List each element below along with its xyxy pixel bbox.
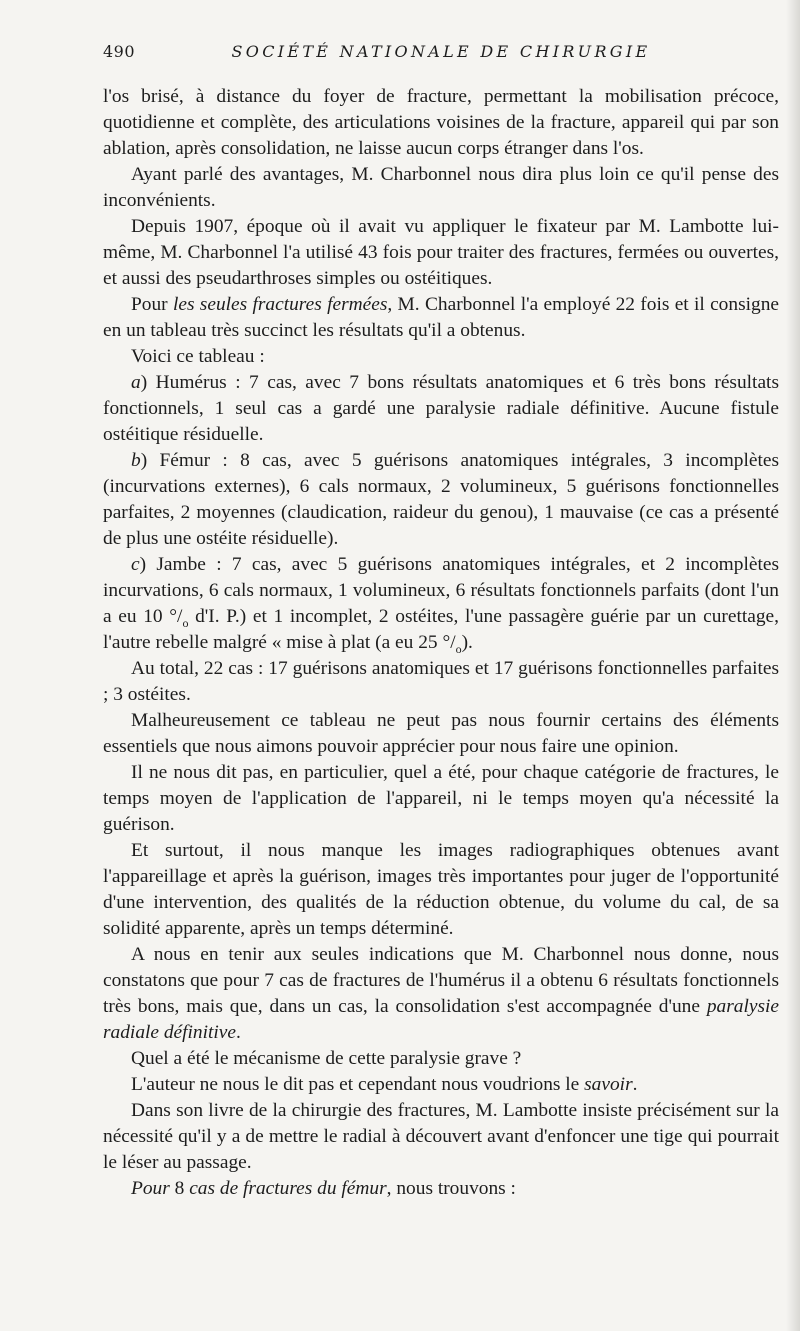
paragraph-12 — [103, 942, 779, 1046]
paragraph-4: Voici ce tableau : — [131, 346, 265, 367]
text-run: Pour — [131, 294, 173, 315]
text-run: . — [632, 1074, 638, 1095]
italic-run: savoir — [584, 1074, 633, 1095]
text-run: , nous trouvons : — [386, 1178, 516, 1199]
paragraph-9: Malheureusement ce tableau ne peut pas nous fournir certains des éléments essentiels que nous aimons pouvoir apprécier pour nous faire une opinion. — [103, 710, 779, 757]
subscript: o — [455, 641, 462, 656]
text-run: , M. Charbonnel l'a employé 22 fois et il consigne en un tableau très succinct les résultats qu'il a obtenus. — [103, 294, 780, 341]
list-item-humerus — [103, 370, 779, 448]
list-item-jambe — [103, 552, 779, 656]
list-marker: a — [131, 372, 141, 393]
paragraph-8: Au total, 22 cas : 17 guérisons anatomiques et 17 guérisons fonctionnelles parfaites ; 3 ostéites. — [103, 658, 779, 705]
paragraph-3 — [103, 292, 779, 344]
text-run: ). — [461, 632, 473, 653]
text-run: ) Fémur : 8 cas, avec 5 guérisons anatomiques intégrales, 3 incomplètes (incurvations externes), 6 cals normaux, 2 volumineux, 5 guérisons fonctionnelles parfaites, 2 moyennes (claudication, raideur du genou), 1 mauvaise (ce cas a présenté de plus une ostéite résiduelle). — [103, 450, 779, 549]
italic-run: paralysie radiale définitive — [103, 996, 779, 1043]
paragraph-16 — [103, 1176, 779, 1202]
page-number: 490 — [103, 42, 136, 61]
list-item-femur — [103, 448, 779, 552]
text-run: L'auteur ne nous le dit pas et cependant nous voudrions le — [131, 1074, 585, 1095]
text-run: ) Jambe : 7 cas, avec 5 guérisons anatomiques intégrales, et 2 incomplètes incurvations, 6 cals normaux, 1 volumineux, 6 résultats fonctionnels parfaits (dont l'un a eu 10 °/ — [103, 554, 779, 627]
paragraph-0: l'os brisé, à distance du foyer de fracture, permettant la mobilisation précoce, quotidienne et complète, des articulations voisines de la fracture, appareil qui par son ablation, après consolidation, ne laisse aucun corps étranger dans l'os. — [103, 86, 779, 159]
page-edge-shadow — [786, 0, 800, 1331]
list-marker: b — [131, 450, 141, 471]
italic-run: cas de fractures du fémur — [189, 1178, 387, 1199]
paragraph-15: Dans son livre de la chirurgie des fractures, M. Lambotte insiste précisément sur la nécessité qu'il y a de mettre le radial à découvert avant d'enfoncer une tige qui pourrait le léser au passage. — [103, 1100, 779, 1173]
text-run: . — [236, 1022, 241, 1043]
running-title: SOCIÉTÉ NATIONALE DE CHIRURGIE — [231, 42, 651, 61]
page-header — [103, 42, 779, 68]
paragraph-13: Quel a été le mécanisme de cette paralysie grave ? — [131, 1048, 522, 1069]
body-text — [103, 84, 779, 1202]
subscript: o — [182, 615, 189, 630]
paragraph-10: Il ne nous dit pas, en particulier, quel a été, pour chaque catégorie de fractures, le temps moyen de l'application de l'appareil, ni le temps moyen qu'a nécessité la guérison. — [103, 762, 779, 835]
paragraph-14 — [103, 1072, 779, 1098]
text-run: A nous en tenir aux seules indications que M. Charbonnel nous donne, nous constatons que pour 7 cas de fractures de l'humérus il a obtenu 6 résultats fonctionnels très bons, mais que, dans un cas, la consolidation s'est accompagnée d'une — [103, 944, 779, 1017]
text-run: d'I. P.) et 1 incomplet, 2 ostéites, l'une passagère guérie par un curettage, l'autre rebelle malgré « mise à plat (a eu 25 °/ — [103, 606, 780, 653]
list-marker: c — [131, 554, 140, 575]
paragraph-2: Depuis 1907, époque où il avait vu appliquer le fixateur par M. Lambotte lui-même, M. Charbonnel l'a utilisé 43 fois pour traiter des fractures, fermées ou ouvertes, et aussi des pseudarthroses simples ou ostéitiques. — [103, 216, 779, 289]
italic-run: Pour — [131, 1178, 170, 1199]
text-run: ) Humérus : 7 cas, avec 7 bons résultats anatomiques et 6 très bons résultats fonctionnels, 1 seul cas a gardé une paralysie radiale définitive. Aucune fistule ostéitique résiduelle. — [103, 372, 779, 445]
text-run: 8 — [169, 1178, 190, 1199]
italic-run: les seules fractures fermées — [172, 294, 388, 315]
paragraph-1: Ayant parlé des avantages, M. Charbonnel nous dira plus loin ce qu'il pense des inconvénients. — [103, 164, 779, 211]
paragraph-11: Et surtout, il nous manque les images radiographiques obtenues avant l'appareillage et après la guérison, images très importantes pour juger de l'opportunité d'une intervention, des qualités de la réduction obtenue, du volume du cal, de sa solidité apparente, après un temps déterminé. — [103, 840, 779, 939]
